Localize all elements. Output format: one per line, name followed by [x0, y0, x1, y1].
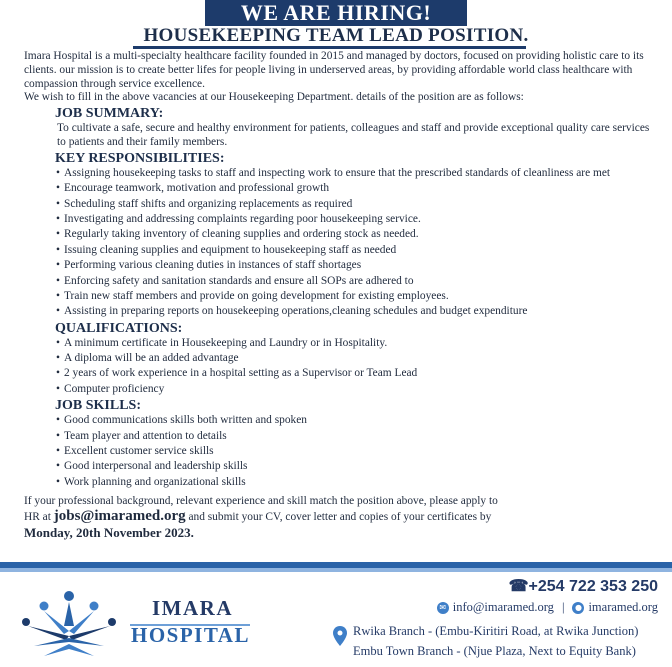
contact-email[interactable]: info@imaramed.org — [452, 600, 554, 614]
document-body — [24, 50, 654, 540]
contact-website[interactable]: imaramed.org — [588, 600, 658, 614]
contact-separator: | — [561, 600, 565, 614]
submit-documents-text: and submit your CV, cover letter and copies of your certificates by — [185, 510, 492, 523]
intro-vacancy-line: We wish to fill in the above vacancies at our Housekeeping Department. details of the position are as follows: — [24, 91, 524, 104]
qualifications-list — [55, 337, 654, 397]
list-item: • Regularly taking inventory of cleaning supplies and ordering stock as needed. — [55, 228, 630, 242]
list-item: • A minimum certificate in Housekeeping and Laundry or in Hospitality. — [55, 337, 654, 351]
list-item: • Computer proficiency — [55, 383, 654, 397]
intro-paragraph: Imara Hospital is a multi-specialty healthcare facility founded in 2015 and managed by doctors, focused on providing holistic care to its clients. our mission is to create better lifes for people living in underserved areas, by providing affordable world class healthcare with compassion through service excellence. — [24, 50, 644, 90]
phone-icon: ☎ — [508, 578, 529, 595]
application-instructions — [24, 494, 654, 540]
application-email-link[interactable]: jobs@imaramed.org — [53, 507, 186, 524]
skills-section — [55, 398, 654, 489]
responsibilities-list — [55, 167, 630, 319]
list-item: • Investigating and addressing complaints regarding poor housekeeping service. — [55, 213, 630, 227]
intro — [24, 50, 654, 105]
application-deadline: Monday, 20th November 2023. — [24, 524, 194, 540]
list-item: • Assigning housekeeping tasks to staff and inspecting work to ensure that the prescribed standards of cleanliness are met — [55, 167, 630, 181]
list-item: • Assisting in preparing reports on housekeeping operations,cleaning schedules and budget expenditure — [55, 305, 630, 319]
apply-email-line — [24, 509, 654, 525]
list-item: • Team player and attention to details — [55, 430, 654, 444]
list-item: • Train new staff members and provide on going development for existing employees. — [55, 290, 630, 304]
brand-subtitle: HOSPITAL — [131, 623, 250, 647]
mail-icon: ✉ — [437, 602, 449, 614]
skills-list — [55, 414, 654, 489]
brand-name: IMARA — [152, 596, 233, 620]
qualifications-section — [55, 321, 654, 397]
responsibilities-section — [55, 151, 654, 319]
phone-number[interactable] — [509, 576, 658, 596]
job-summary-text: To cultivate a safe, secure and healthy environment for patients, colleagues and staff and provide exceptional quality care services to patients and their family members. — [57, 122, 650, 148]
responsibilities-heading: KEY RESPONSIBILITIES: — [55, 150, 225, 166]
list-item: • Good interpersonal and leadership skills — [55, 460, 654, 474]
globe-icon: ● — [572, 602, 584, 614]
phone-text: +254 722 353 250 — [528, 578, 658, 595]
list-item: • Good communications skills both written and spoken — [55, 414, 654, 428]
skills-heading: JOB SKILLS: — [55, 398, 141, 414]
apply-line: If your professional background, relevant experience and skill match the position above, please apply to — [24, 494, 498, 507]
list-item: • Enforcing safety and sanitation standards and ensure all SOPs are adhered to — [55, 275, 630, 289]
qualifications-heading: QUALIFICATIONS: — [55, 320, 183, 336]
job-summary-section — [55, 106, 654, 150]
list-item: • Performing various cleaning duties in instances of staff shortages — [55, 259, 630, 273]
branch-embu-town: Embu Town Branch - (Njue Plaza, Next to Equity Bank) — [353, 644, 636, 658]
imara-logo — [14, 586, 124, 660]
hiring-banner: WE ARE HIRING! — [205, 0, 467, 26]
branch-rwika: Rwika Branch - (Embu-Kiritiri Road, at Rwika Junction) — [353, 624, 639, 638]
title-underline — [133, 46, 526, 49]
list-item: • Excellent customer service skills — [55, 445, 654, 459]
hr-prefix: HR at — [24, 510, 54, 523]
list-item: • Work planning and organizational skills — [55, 476, 654, 490]
footer — [0, 572, 672, 667]
list-item: • Issuing cleaning supplies and equipment to housekeeping staff as needed — [55, 244, 630, 258]
list-item: • Encourage teamwork, motivation and professional growth — [55, 182, 630, 196]
map-pin-icon — [333, 626, 347, 646]
list-item: • 2 years of work experience in a hospital setting as a Supervisor or Team Lead — [55, 367, 654, 381]
contact-line — [437, 600, 658, 615]
job-summary-heading: JOB SUMMARY: — [55, 106, 164, 122]
list-item: • A diploma will be an added advantage — [55, 352, 654, 366]
position-title: HOUSEKEEPING TEAM LEAD POSITION. — [143, 25, 529, 46]
list-item: • Scheduling staff shifts and organizing replacements as required — [55, 198, 630, 212]
